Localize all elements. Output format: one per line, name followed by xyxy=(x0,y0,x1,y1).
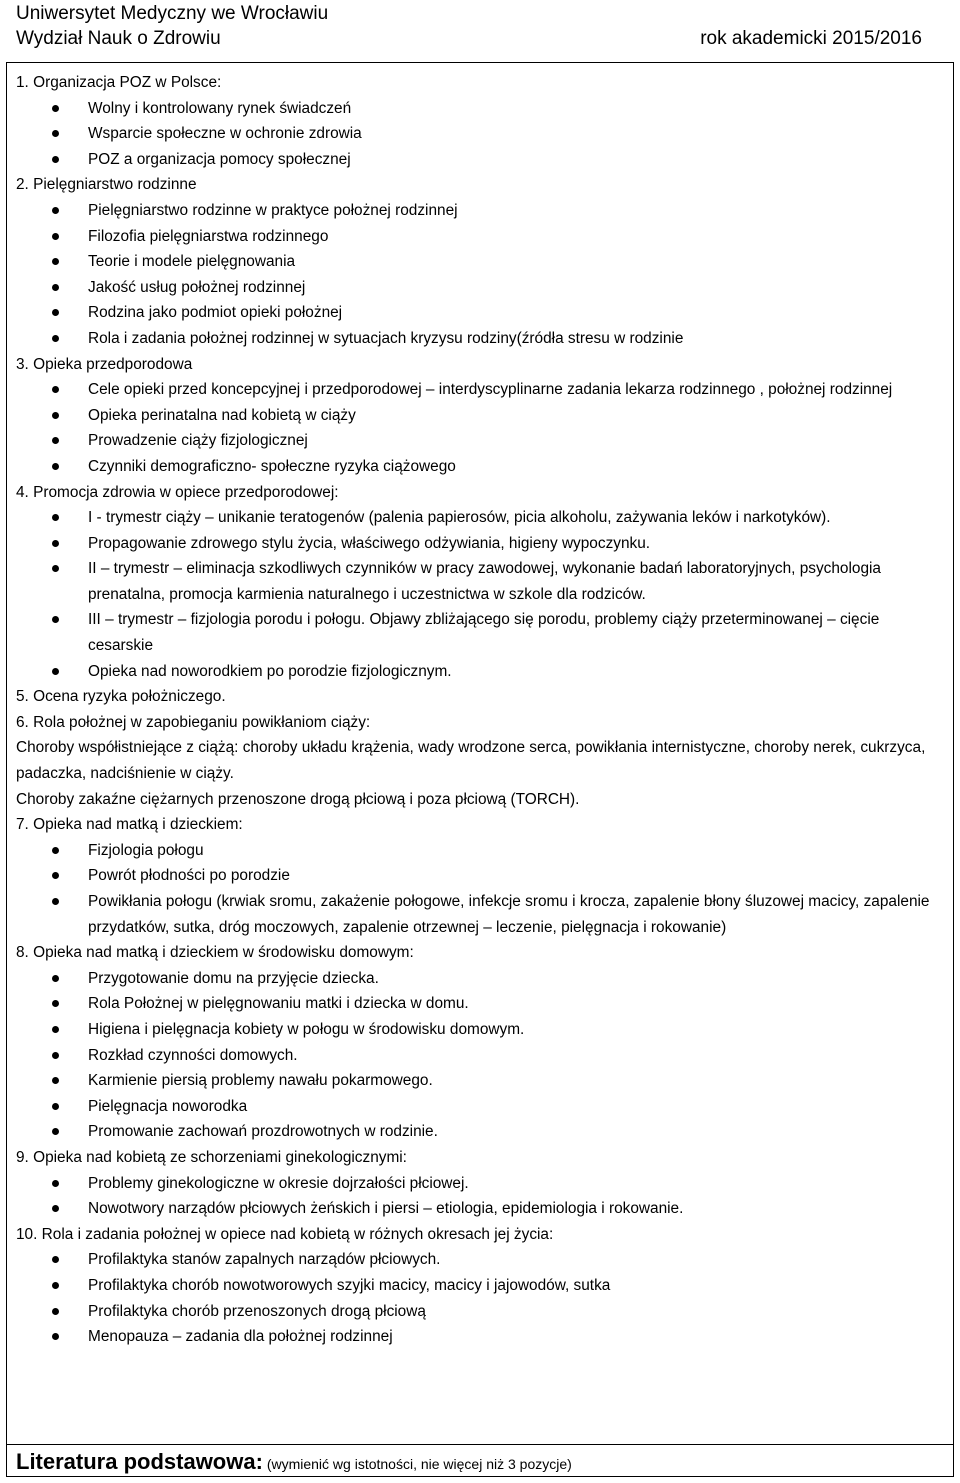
list-item-text: Cele opieki przed koncepcyjnej i przedporodowej – interdyscyplinarne zadania lekarza rodzinnego , położnej rodzinnej xyxy=(88,381,893,399)
list-item xyxy=(16,96,946,122)
list-item-text: Profilaktyka chorób przenoszonych drogą płciową xyxy=(88,1302,426,1320)
list-item-text: Opieka perinatalna nad kobietą w ciąży xyxy=(88,406,356,424)
section-title: 8. Opieka nad matką i dzieckiem w środowisku domowym: xyxy=(16,944,414,962)
bullet-icon xyxy=(52,386,59,393)
list-item-text: Jakość usług położnej rodzinnej xyxy=(88,278,306,296)
literature-heading xyxy=(16,1449,572,1477)
section-paragraph: Choroby współistniejące z ciążą: choroby układu krążenia, wady wrodzone serca, powikłania internistyczne, choroby nerek, cukrzyca, padaczka, nadciśnienie w ciąży. xyxy=(16,739,926,783)
list-item-text: Filozofia pielęgniarstwa rodzinnego xyxy=(88,227,329,245)
list-item-text: Promowanie zachowań prozdrowotnych w rodzinie. xyxy=(88,1123,438,1141)
list-item-text: Higiena i pielęgnacja kobiety w połogu w środowisku domowym. xyxy=(88,1020,525,1038)
list-item xyxy=(16,121,946,147)
bullet-icon xyxy=(52,1256,59,1263)
list-item xyxy=(16,198,946,224)
bullet-icon xyxy=(52,105,59,112)
list-item-text: Rodzina jako podmiot opieki położnej xyxy=(88,304,343,322)
list-item xyxy=(16,1273,946,1299)
list-item-text: Powikłania połogu (krwiak sromu, zakażenie połogowe, infekcje sromu i krocza, zapalenie błony śluzowej macicy, zapalenie przydatków, sutka, dróg moczowych, zapalenie otrzewnej – leczenie, pielęgnacja i rokowanie) xyxy=(88,893,930,936)
list-item xyxy=(16,659,946,685)
section-title: 10. Rola i zadania położnej w opiece nad kobietą w różnych okresach jej życia: xyxy=(16,1225,554,1243)
bullet-icon xyxy=(52,258,59,265)
list-item xyxy=(16,1068,946,1094)
bullet-icon xyxy=(52,1026,59,1033)
section-paragraph: Choroby zakaźne ciężarnych przenoszone drogą płciową i poza płciową (TORCH). xyxy=(16,790,580,808)
bullet-icon xyxy=(52,847,59,854)
list-item xyxy=(16,1299,946,1325)
bullet-icon xyxy=(52,463,59,470)
list-item xyxy=(16,1043,946,1069)
literature-note: (wymienić wg istotności, nie więcej niż 3 pozycje) xyxy=(266,1456,572,1472)
list-item-text: Prowadzenie ciąży fizjologicznej xyxy=(88,432,308,450)
bullet-icon xyxy=(52,233,59,240)
list-item-text: Rola Położnej w pielęgnowaniu matki i dziecka w domu. xyxy=(88,995,469,1013)
bullet-icon xyxy=(52,1103,59,1110)
list-item xyxy=(16,505,946,531)
list-item xyxy=(16,249,946,275)
list-item xyxy=(16,1171,946,1197)
list-item-text: Nowotwory narządów płciowych żeńskich i piersi – etiologia, epidemiologia i rokowanie. xyxy=(88,1200,684,1218)
bullet-icon xyxy=(52,1000,59,1007)
list-item xyxy=(16,1247,946,1273)
bullet-icon xyxy=(52,514,59,521)
section-title: 1. Organizacja POZ w Polsce: xyxy=(16,74,222,91)
list-item-text: Opieka nad noworodkiem po porodzie fizjologicznym. xyxy=(88,662,452,680)
bullet-icon xyxy=(52,1128,59,1135)
bullet-icon xyxy=(52,130,59,137)
section-title: 3. Opieka przedporodowa xyxy=(16,355,193,373)
bullet-icon xyxy=(52,1308,59,1315)
list-item xyxy=(16,403,946,429)
academic-year: rok akademicki 2015/2016 xyxy=(700,28,922,49)
bullet-icon xyxy=(52,668,59,675)
bullet-icon xyxy=(52,975,59,982)
list-item xyxy=(16,147,946,173)
section-title: 9. Opieka nad kobietą ze schorzeniami ginekologicznymi: xyxy=(16,1148,407,1166)
list-item xyxy=(16,607,946,658)
list-item xyxy=(16,991,946,1017)
list-item-text: Propagowanie zdrowego stylu życia, właściwego odżywiania, higieny wypoczynku. xyxy=(88,534,651,552)
bullet-icon xyxy=(52,437,59,444)
list-item-text: I - trymestr ciąży – unikanie teratogenów (palenia papierosów, picia alkoholu, zażywania leków i narkotyków). xyxy=(88,509,831,527)
bullet-icon xyxy=(52,207,59,214)
list-item xyxy=(16,838,946,864)
list-item-text: Pielęgnacja noworodka xyxy=(88,1097,248,1115)
list-item-text: Powrót płodności po porodzie xyxy=(88,867,290,885)
list-item xyxy=(16,966,946,992)
list-item-text: Teorie i modele pielęgnowania xyxy=(88,253,296,271)
list-item-text: Karmienie piersią problemy nawału pokarmowego. xyxy=(88,1072,433,1090)
bullet-icon xyxy=(52,540,59,547)
list-item-text: III – trymestr – fizjologia porodu i połogu. Objawy zbliżającego się porodu, problemy ciąży przeterminowanej – cięcie cesarskie xyxy=(88,611,880,655)
list-item-text: II – trymestr – eliminacja szkodliwych czynników w pracy zawodowej, wykonanie badań laboratoryjnych, psychologia prenatalna, promocja karmienia naturalnego i uczestnictwa w szkole dla rodziców. xyxy=(88,560,881,603)
list-item xyxy=(16,454,946,480)
bullet-icon xyxy=(52,335,59,342)
list-item xyxy=(16,428,946,454)
bullet-icon xyxy=(52,156,59,163)
list-item xyxy=(16,275,946,301)
list-item-text: POZ a organizacja pomocy społecznej xyxy=(88,150,351,168)
list-item-text: Wolny i kontrolowany rynek świadczeń xyxy=(88,99,352,117)
bullet-icon xyxy=(52,1077,59,1084)
bullet-icon xyxy=(52,565,59,572)
list-item xyxy=(16,1017,946,1043)
list-item xyxy=(16,556,946,607)
list-item-text: Menopauza – zadania dla położnej rodzinnej xyxy=(88,1328,393,1346)
list-item xyxy=(16,326,946,352)
bullet-icon xyxy=(52,1333,59,1340)
faculty-name: Wydział Nauk o Zdrowiu xyxy=(16,28,221,49)
bullet-icon xyxy=(52,309,59,316)
bullet-icon xyxy=(52,616,59,623)
list-item xyxy=(16,1119,946,1145)
bullet-icon xyxy=(52,1052,59,1059)
list-item xyxy=(16,531,946,557)
section-title: 6. Rola położnej w zapobieganiu powikłaniom ciąży: xyxy=(16,713,371,731)
list-item xyxy=(16,1196,946,1222)
list-item-text: Przygotowanie domu na przyjęcie dziecka. xyxy=(88,969,379,987)
section-title: 4. Promocja zdrowia w opiece przedporodowej: xyxy=(16,483,339,501)
bullet-icon xyxy=(52,1205,59,1212)
bullet-icon xyxy=(52,898,59,905)
syllabus-content xyxy=(16,70,946,1350)
section-title: 2. Pielęgniarstwo rodzinne xyxy=(16,176,197,194)
list-item-text: Pielęgniarstwo rodzinne w praktyce położnej rodzinnej xyxy=(88,201,458,219)
section-title: 7. Opieka nad matką i dzieckiem: xyxy=(16,816,243,834)
list-item xyxy=(16,1094,946,1120)
list-item-text: Czynniki demograficzno- społeczne ryzyka ciążowego xyxy=(88,457,456,475)
bullet-icon xyxy=(52,284,59,291)
list-item-text: Profilaktyka chorób nowotworowych szyjki macicy, macicy i jajowodów, sutka xyxy=(88,1276,611,1294)
bullet-icon xyxy=(52,412,59,419)
list-item xyxy=(16,377,946,403)
university-name: Uniwersytet Medyczny we Wrocławiu xyxy=(16,3,329,24)
bullet-icon xyxy=(52,872,59,879)
list-item-text: Rozkład czynności domowych. xyxy=(88,1046,298,1064)
list-item-text: Profilaktyka stanów zapalnych narządów płciowych. xyxy=(88,1251,441,1269)
list-item-text: Problemy ginekologiczne w okresie dojrzałości płciowej. xyxy=(88,1174,469,1192)
list-item xyxy=(16,889,946,940)
list-item-text: Wsparcie społeczne w ochronie zdrowia xyxy=(88,125,362,143)
list-item xyxy=(16,300,946,326)
list-item-text: Fizjologia połogu xyxy=(88,841,204,859)
literature-title: Literatura podstawowa: xyxy=(16,1449,263,1474)
list-item xyxy=(16,224,946,250)
bullet-icon xyxy=(52,1180,59,1187)
section-title: 5. Ocena ryzyka położniczego. xyxy=(16,688,226,706)
list-item xyxy=(16,1324,946,1350)
list-item xyxy=(16,863,946,889)
bullet-icon xyxy=(52,1282,59,1289)
list-item-text: Rola i zadania położnej rodzinnej w sytuacjach kryzysu rodziny(źródła stresu w rodzinie xyxy=(88,329,684,347)
